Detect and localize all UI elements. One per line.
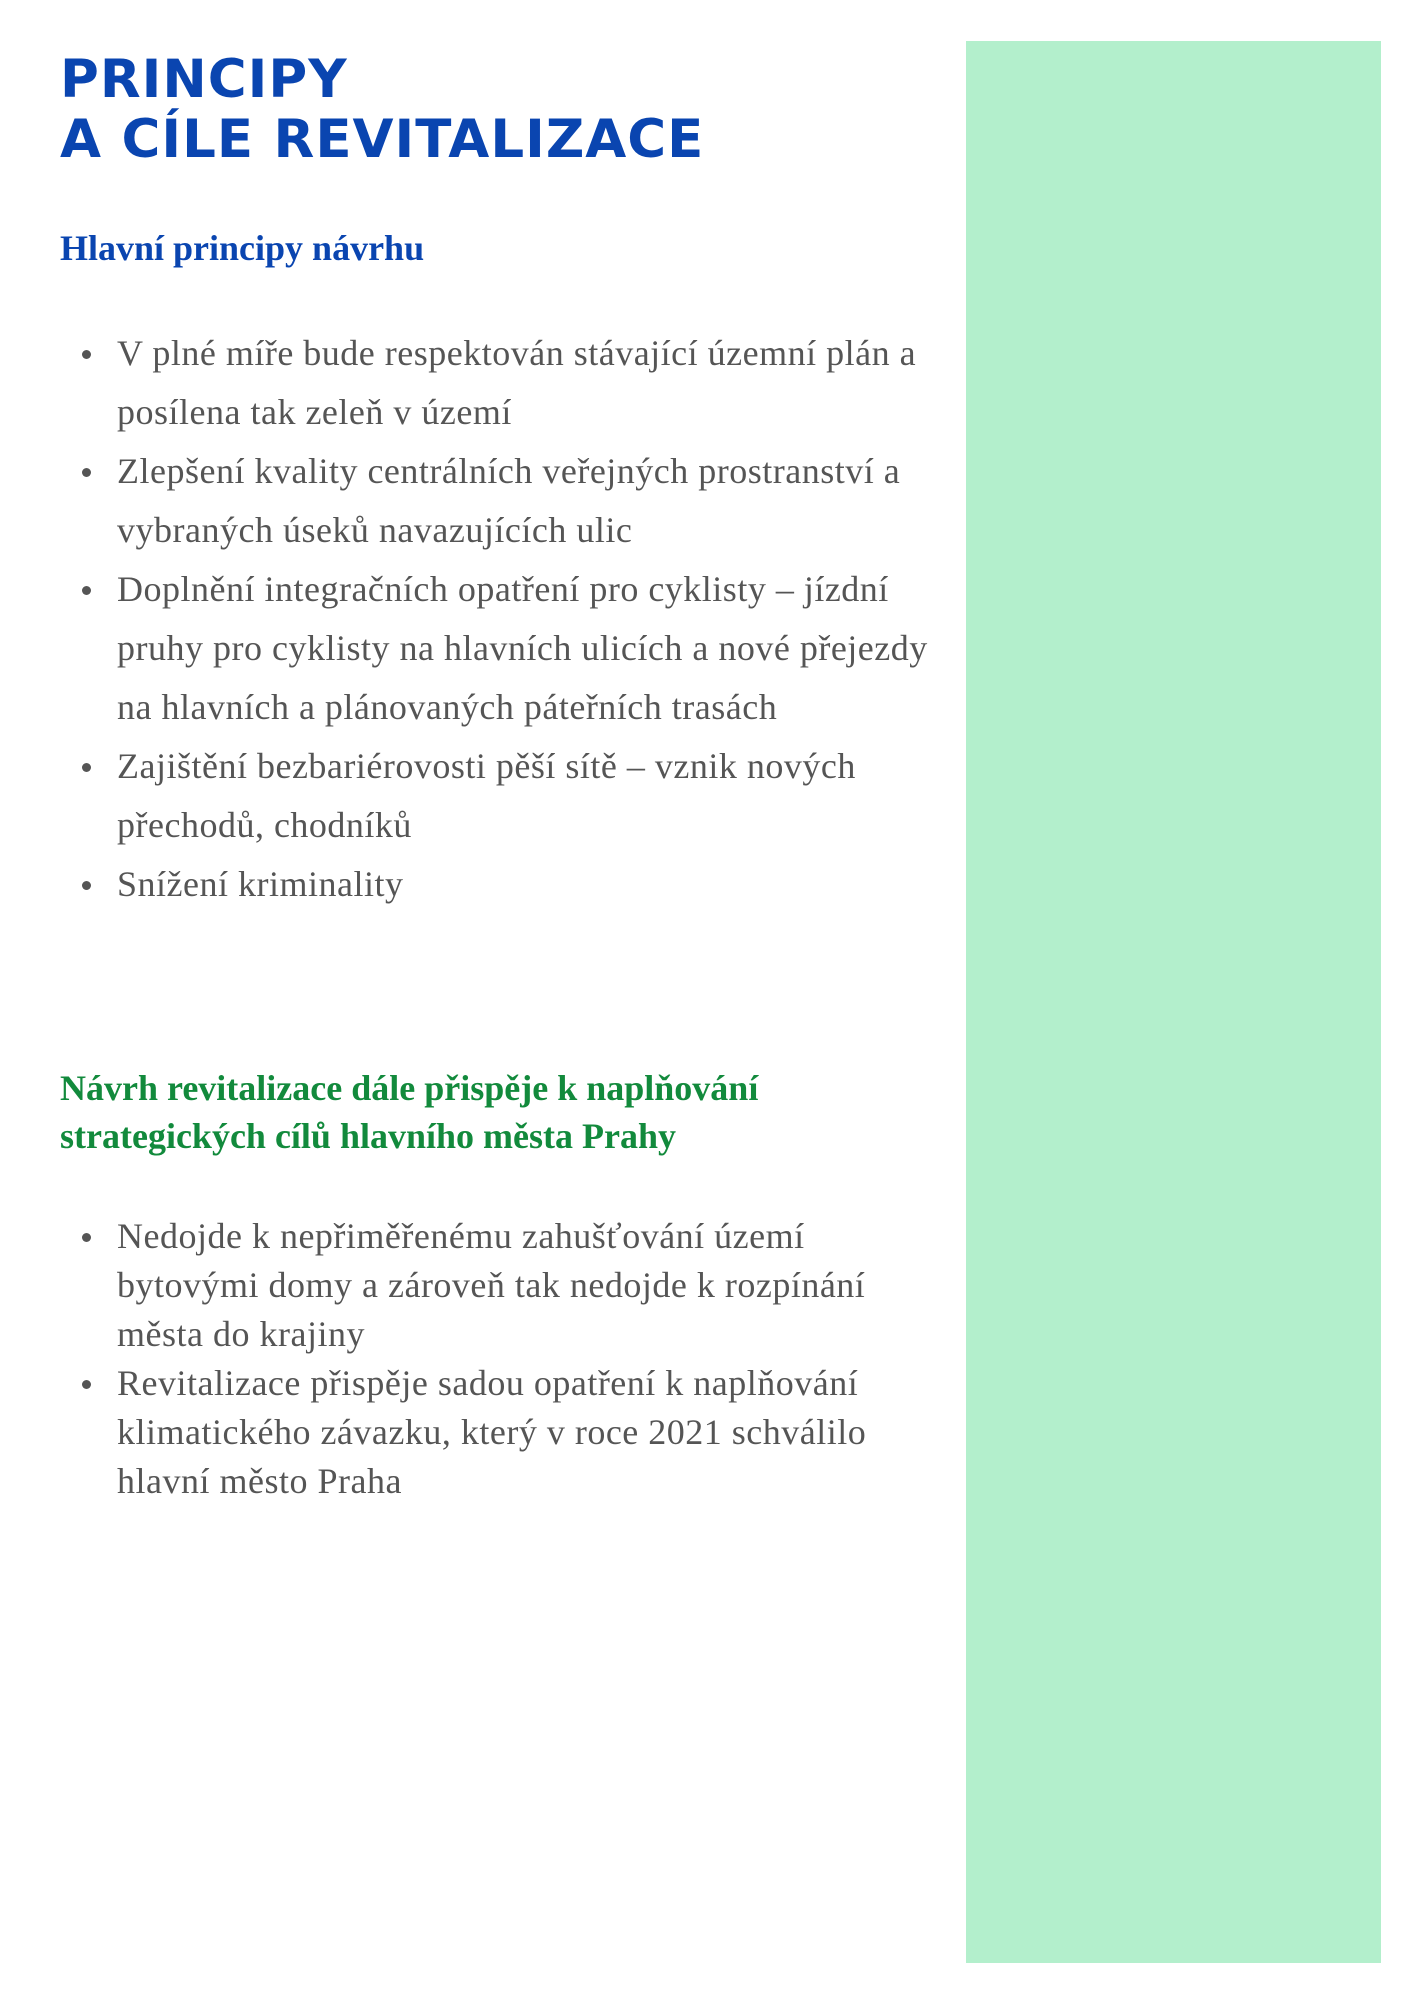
bullet-icon <box>82 763 91 772</box>
list-item-text: Nedojde k nepřiměřenému zahušťování území bytovými domy a zároveň tak nedojde k rozpínání města do krajiny <box>117 1216 866 1354</box>
list-item-text: Zlepšení kvality centrálních veřejných prostranství a vybraných úseků navazujících ulic <box>117 451 901 550</box>
bullet-icon <box>82 1233 91 1242</box>
list-item <box>60 442 940 560</box>
list-item-text: Revitalizace přispěje sadou opatření k naplňování klimatického závazku, který v roce 2021 schválilo hlavní město Praha <box>117 1363 867 1501</box>
bullet-icon <box>82 468 91 477</box>
list-item <box>60 737 940 855</box>
list-item-text: Doplnění integračních opatření pro cyklisty – jízdní pruhy pro cyklisty na hlavních ulicích a nové přejezdy na hlavních a plánovaných páteřních trasách <box>117 569 928 727</box>
goals-heading: Návrh revitalizace dále přispěje k naplňování strategických cílů hlavního města Prahy <box>60 1068 759 1156</box>
list-item-text: Zajištění bezbariérovosti pěší sítě – vznik nových přechodů, chodníků <box>117 746 856 845</box>
list-item <box>60 1359 940 1506</box>
bullet-icon <box>82 586 91 595</box>
page-title <box>60 50 940 170</box>
green-side-panel <box>966 41 1381 1963</box>
principles-list <box>60 324 940 914</box>
list-item <box>60 560 940 737</box>
list-item <box>60 1212 940 1359</box>
page-title-line-1: PRINCIPY <box>60 49 348 110</box>
list-item-text: V plné míře bude respektován stávající územní plán a posílena tak zeleň v území <box>117 333 917 432</box>
page-title-line-2: A CÍLE REVITALIZACE <box>60 109 705 170</box>
list-item <box>60 855 940 914</box>
list-item-text: Snížení kriminality <box>117 864 404 904</box>
bullet-icon <box>82 881 91 890</box>
goals-list <box>60 1212 940 1506</box>
principles-heading: Hlavní principy návrhu <box>60 228 425 268</box>
main-content <box>60 50 940 1506</box>
list-item <box>60 324 940 442</box>
bullet-icon <box>82 1380 91 1389</box>
bullet-icon <box>82 350 91 359</box>
